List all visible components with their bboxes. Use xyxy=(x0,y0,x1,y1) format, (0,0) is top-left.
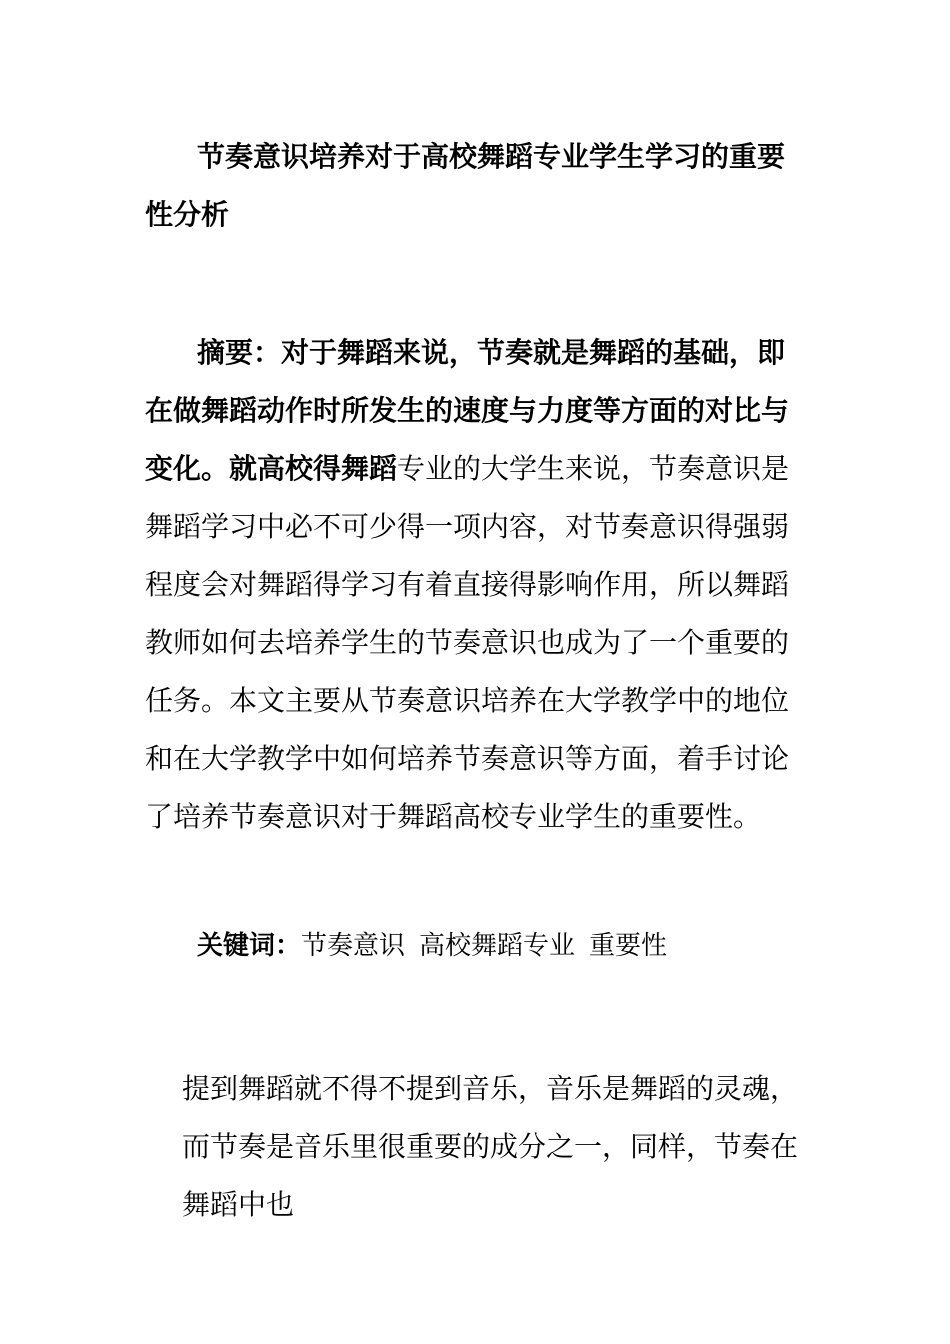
abstract-label: 摘要： xyxy=(197,336,282,369)
abstract-text: 专业的大学生来说，节奏意识是舞蹈学习中必不可少得一项内容，对节奏意识得强弱程度会对舞蹈得学习有着直接得影响作用，所以舞蹈教师如何去培养学生的节奏意识也成为了一个重要的任务。本文主要从节奏意识培养在大学教学中的地位和在大学教学中如何培养节奏意识等方面，着手讨论了培养节奏意识对于舞蹈高校专业学生的重要性。 xyxy=(145,452,790,833)
keyword-item: 节奏意识 xyxy=(301,931,406,961)
keywords-label: 关键词： xyxy=(197,931,302,961)
abstract-paragraph xyxy=(145,324,810,846)
body-paragraph: 提到舞蹈就不得不提到音乐，音乐是舞蹈的灵魂，而节奏是音乐里很重要的成分之一，同样，节奏在舞蹈中也 xyxy=(182,1072,799,1221)
keywords-line xyxy=(197,920,817,972)
keyword-item: 高校舞蹈专业 xyxy=(419,931,576,961)
abstract-bold-text: 对于舞蹈来说，节奏就是舞蹈的基础，即在做舞蹈动作时所发生的速度与力度等方面的对比与变化。就高校得舞蹈 xyxy=(145,336,790,485)
document-title: 节奏意识培养对于高校舞蹈专业学生学习的重要性分析 xyxy=(145,140,786,231)
keyword-item: 重要性 xyxy=(589,931,668,961)
